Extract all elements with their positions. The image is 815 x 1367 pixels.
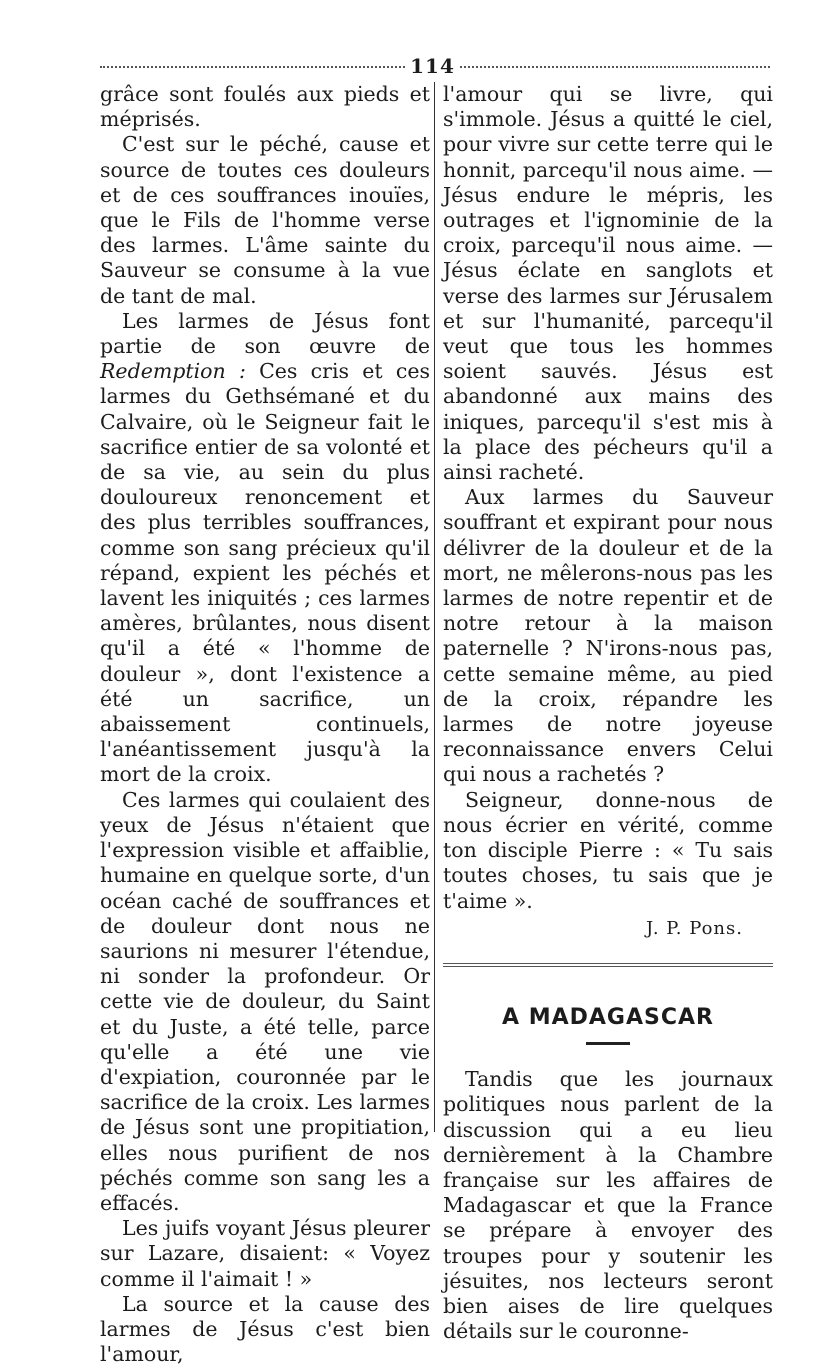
paragraph: Tandis que les journaux politiques nous parlent de la discussion qui a eu lieu dernièrement à la Chambre française sur les affaires de Madagascar et que la France se prépare à envoyer des troupes pour y soutenir les jésuites, nos lecteurs seront bien aises de lire quelques détails sur le couronne-	[443, 1067, 773, 1344]
italic-term: Redemption :	[100, 359, 260, 384]
paragraph: Ces larmes qui coulaient des yeux de Jésus n'étaient que l'expression visible et affaiblie, humaine en quelque sorte, d'un océan caché de souffrances et de douleur dont nous ne saurions ni mesurer l'étendue, ni sonder la profondeur. Or cette vie de douleur, du Saint et du Juste, a été telle, parce qu'elle a été une vie d'expiation, couronnée par le sacrifice de la croix. Les larmes de Jésus sont une propitiation, elles nous purifient de nos péchés comme son sang les a effacés.	[100, 787, 430, 1215]
left-column	[100, 82, 430, 1367]
paragraph: Seigneur, donne-nous de nous écrier en vérité, comme ton disciple Pierre : « Tu sais toutes choses, tu sais que je t'aime ».	[443, 787, 773, 913]
section-separator	[443, 963, 773, 967]
header-rule-left	[100, 66, 405, 68]
header-rule-right	[460, 66, 770, 68]
title-rule	[586, 1042, 630, 1045]
paragraph	[100, 309, 430, 788]
paragraph-continued: l'amour qui se livre, qui s'immole. Jésus a quitté le ciel, pour vivre sur cette terre qui le honnit, parcequ'il nous aime. — Jésus endure le mépris, les outrages et l'ignominie de la croix, parcequ'il nous aime. — Jésus éclate en sanglots et verse des larmes sur Jérusalem et sur l'humanité, parcequ'il veut que tous les hommes soient sauvés. Jésus est abandonné aux mains des iniques, parcequ'il s'est mis à la place des pécheurs qu'il a ainsi racheté.	[443, 82, 773, 485]
paragraph: Aux larmes du Sauveur souffrant et expirant pour nous délivrer de la douleur et de la mort, ne mêlerons-nous pas les larmes de notre repentir et de notre retour à la maison paternelle ? N'irons-nous pas, cette semaine même, au pied de la croix, répandre les larmes de notre joyeuse reconnaissance envers Celui qui nous a rachetés ?	[443, 485, 773, 787]
paragraph-text: Les larmes de Jésus font partie de son œuvre de	[100, 308, 430, 359]
right-column	[443, 82, 773, 1344]
page-number: 114	[410, 54, 455, 78]
paragraph: Les juifs voyant Jésus pleurer sur Lazare, disaient: « Voyez comme il l'aimait ! »	[100, 1216, 430, 1291]
paragraph-continued: grâce sont foulés aux pieds et méprisés.	[100, 82, 430, 132]
author-signature: J. P. Pons.	[646, 917, 743, 939]
page-header	[100, 54, 770, 78]
paragraph-text: Ces cris et ces larmes du Gethsémané et du Calvaire, où le Seigneur fait le sacrifice entier de sa volonté et de sa vie, au sein du plus douloureux renoncement et des plus terribles souffrances, comme son sang précieux qu'il répand, expient les péchés et lavent les iniquités ; ces larmes amères, brûlantes, nous disent qu'il a été « l'homme de douleur », dont l'existence a été un sacrifice, un abaissement continuels, l'anéantissement jusqu'à la mort de la croix.	[100, 359, 430, 787]
paragraph: C'est sur le péché, cause et source de toutes ces douleurs et de ces souffrances inouïes, que le Fils de l'homme verse des larmes. L'âme sainte du Sauveur se consume à la vue de tant de mal.	[100, 132, 430, 308]
section-title: A MADAGASCAR	[502, 1004, 714, 1030]
column-divider	[434, 82, 435, 1132]
paragraph: La source et la cause des larmes de Jésus c'est bien l'amour,	[100, 1291, 430, 1367]
